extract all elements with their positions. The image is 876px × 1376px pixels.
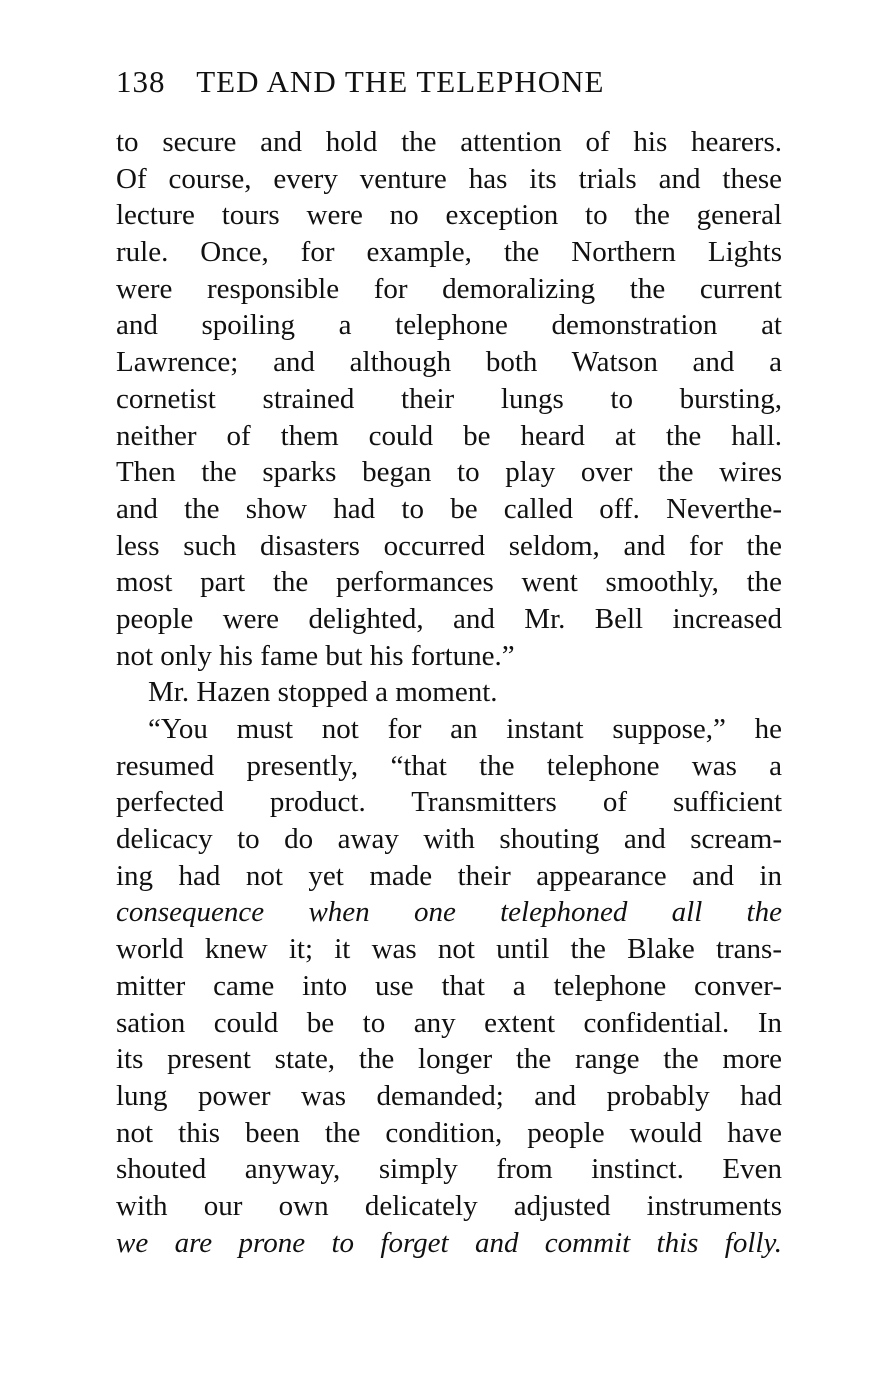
text-line: ing had not yet made their appearance and in xyxy=(116,859,782,892)
paragraph-start-line: “You must not for an instant suppose,” he xyxy=(148,713,782,745)
running-title: TED AND THE TELEPHONE xyxy=(196,64,605,99)
running-head xyxy=(116,60,782,104)
text-line: cornetist strained their lungs to bursting, xyxy=(116,382,782,415)
text-line: Lawrence; and although both Watson and a xyxy=(116,346,782,379)
text-line: shouted anyway, simply from instinct. Even xyxy=(116,1153,782,1186)
body-text xyxy=(116,124,782,1261)
text-line: its present state, the longer the range the more xyxy=(116,1043,782,1076)
paragraph-end-line: not only his fame but his fortune.” xyxy=(116,639,515,672)
text-line: resumed presently, “that the telephone was a xyxy=(116,749,782,782)
text-line: and spoiling a telephone demonstration at xyxy=(116,309,782,342)
text-line: people were delighted, and Mr. Bell increased xyxy=(116,602,782,635)
text-line: perfected product. Transmitters of sufficient xyxy=(116,786,782,819)
text-line: most part the performances went smoothly, the xyxy=(116,566,782,599)
book-page xyxy=(116,60,782,1261)
paragraph-line: Mr. Hazen stopped a moment. xyxy=(148,676,498,709)
text-line: with our own delicately adjusted instruments xyxy=(116,1189,782,1222)
text-line: Then the sparks began to play over the wires xyxy=(116,456,782,489)
text-line: to secure and hold the attention of his hearers. xyxy=(116,126,782,158)
text-line: rule. Once, for example, the Northern Lights xyxy=(116,236,782,269)
text-line: less such disasters occurred seldom, and for the xyxy=(116,529,782,562)
text-line: not this been the condition, people would have xyxy=(116,1116,782,1149)
text-line: Of course, every venture has its trials and these xyxy=(116,162,782,195)
italic-text-line: consequence when one telephoned all the xyxy=(116,896,782,929)
text-line: lecture tours were no exception to the general xyxy=(116,199,782,232)
text-line: mitter came into use that a telephone conver- xyxy=(116,969,782,1002)
text-line: world knew it; it was not until the Blake trans- xyxy=(116,933,782,966)
text-line: lung power was demanded; and probably had xyxy=(116,1079,782,1112)
text-line: were responsible for demoralizing the current xyxy=(116,272,782,305)
page-number: 138 xyxy=(116,64,166,99)
text-line: delicacy to do away with shouting and scream- xyxy=(116,823,782,856)
text-line: sation could be to any extent confidential. In xyxy=(116,1006,782,1039)
text-line: neither of them could be heard at the hall. xyxy=(116,419,782,452)
italic-text-line: we are prone to forget and commit this folly. xyxy=(116,1226,782,1259)
text-line: and the show had to be called off. Neverthe- xyxy=(116,492,782,525)
